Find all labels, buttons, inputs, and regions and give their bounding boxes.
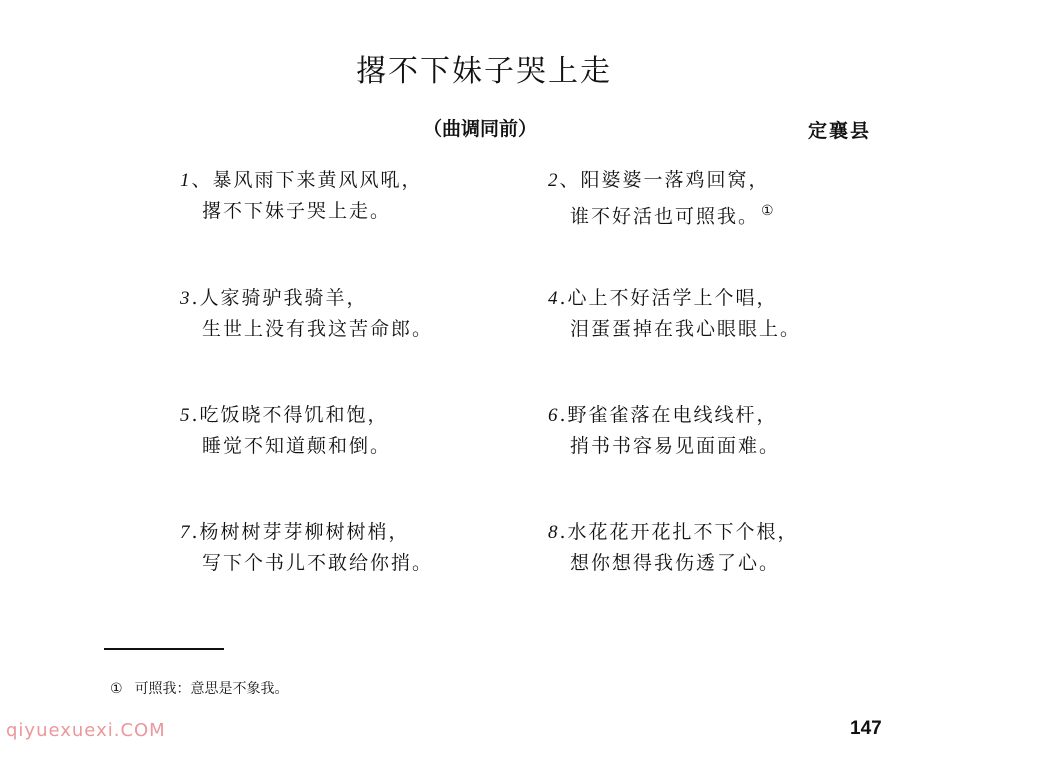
footnote	[110, 678, 289, 698]
page-title: 撂不下妹子哭上走	[356, 54, 612, 89]
verse-2: 2、阳婆婆一落鸡回窝， 谁不好活也可照我。 ①	[548, 169, 774, 228]
verse-line-2: 泪蛋蛋掉在我心眼眼上。	[570, 318, 802, 340]
verse-line-1: 杨树树芽芽柳树树梢，	[199, 521, 410, 543]
verse-number: 8	[548, 522, 560, 543]
verse-line-1: 野雀雀落在电线线杆，	[567, 404, 778, 426]
verse-number: 5	[180, 405, 192, 426]
verse-4: 4.心上不好活学上个唱， 泪蛋蛋掉在我心眼眼上。	[548, 283, 801, 345]
verse-line-2: 睡觉不知道颠和倒。	[202, 435, 392, 457]
page-number: 147	[850, 718, 882, 739]
verse-line-2: 撂不下妹子哭上走。	[202, 200, 392, 222]
verse-number: 7	[180, 522, 192, 543]
tune-note: （曲调同前）	[423, 118, 538, 140]
verse-line-2: 生世上没有我这苦命郎。	[202, 318, 434, 340]
verse-number: 3	[180, 288, 192, 309]
verse-number: 4	[548, 288, 560, 309]
verse-number: 6	[548, 405, 560, 426]
verse-7: 7.杨树树芽芽柳树树梢， 写下个书儿不敢给你捎。	[180, 517, 433, 579]
verse-line-2: 捎书书容易见面面难。	[570, 435, 781, 457]
verse-5: 5.吃饭晓不得饥和饱， 睡觉不知道颠和倒。	[180, 400, 391, 462]
verse-line-2: 想你想得我伤透了心。	[570, 552, 781, 574]
verse-number: 2	[548, 170, 560, 191]
footnote-divider	[104, 648, 224, 650]
verse-line-1: 水花花开花扎不下个根，	[567, 521, 799, 543]
verse-6: 6.野雀雀落在电线线杆， 捎书书容易见面面难。	[548, 400, 780, 462]
verse-line-1: 吃饭晓不得饥和饱，	[199, 404, 389, 426]
site-watermark: qiyuexuexi.COM	[6, 720, 166, 741]
county-label: 定襄县	[808, 120, 872, 142]
verse-line-2: 谁不好活也可照我。	[570, 205, 760, 228]
footnote-marker: ①	[110, 681, 123, 697]
verse-number: 1	[180, 170, 192, 191]
footnote-ref-marker: ①	[761, 203, 774, 219]
verse-8: 8.水花花开花扎不下个根， 想你想得我伤透了心。	[548, 517, 799, 579]
verse-line-2: 写下个书儿不敢给你捎。	[202, 552, 434, 574]
verse-line-1: 暴风雨下来黄风风吼，	[212, 169, 423, 191]
verse-1: 1、暴风雨下来黄风风吼， 撂不下妹子哭上走。	[180, 165, 423, 227]
verse-line-1: 心上不好活学上个唱，	[567, 287, 778, 309]
verse-3: 3.人家骑驴我骑羊， 生世上没有我这苦命郎。	[180, 283, 433, 345]
footnote-text: 可照我：意思是不象我。	[134, 681, 289, 697]
verse-line-1: 阳婆婆一落鸡回窝，	[580, 169, 770, 191]
verse-line-1: 人家骑驴我骑羊，	[199, 287, 368, 309]
